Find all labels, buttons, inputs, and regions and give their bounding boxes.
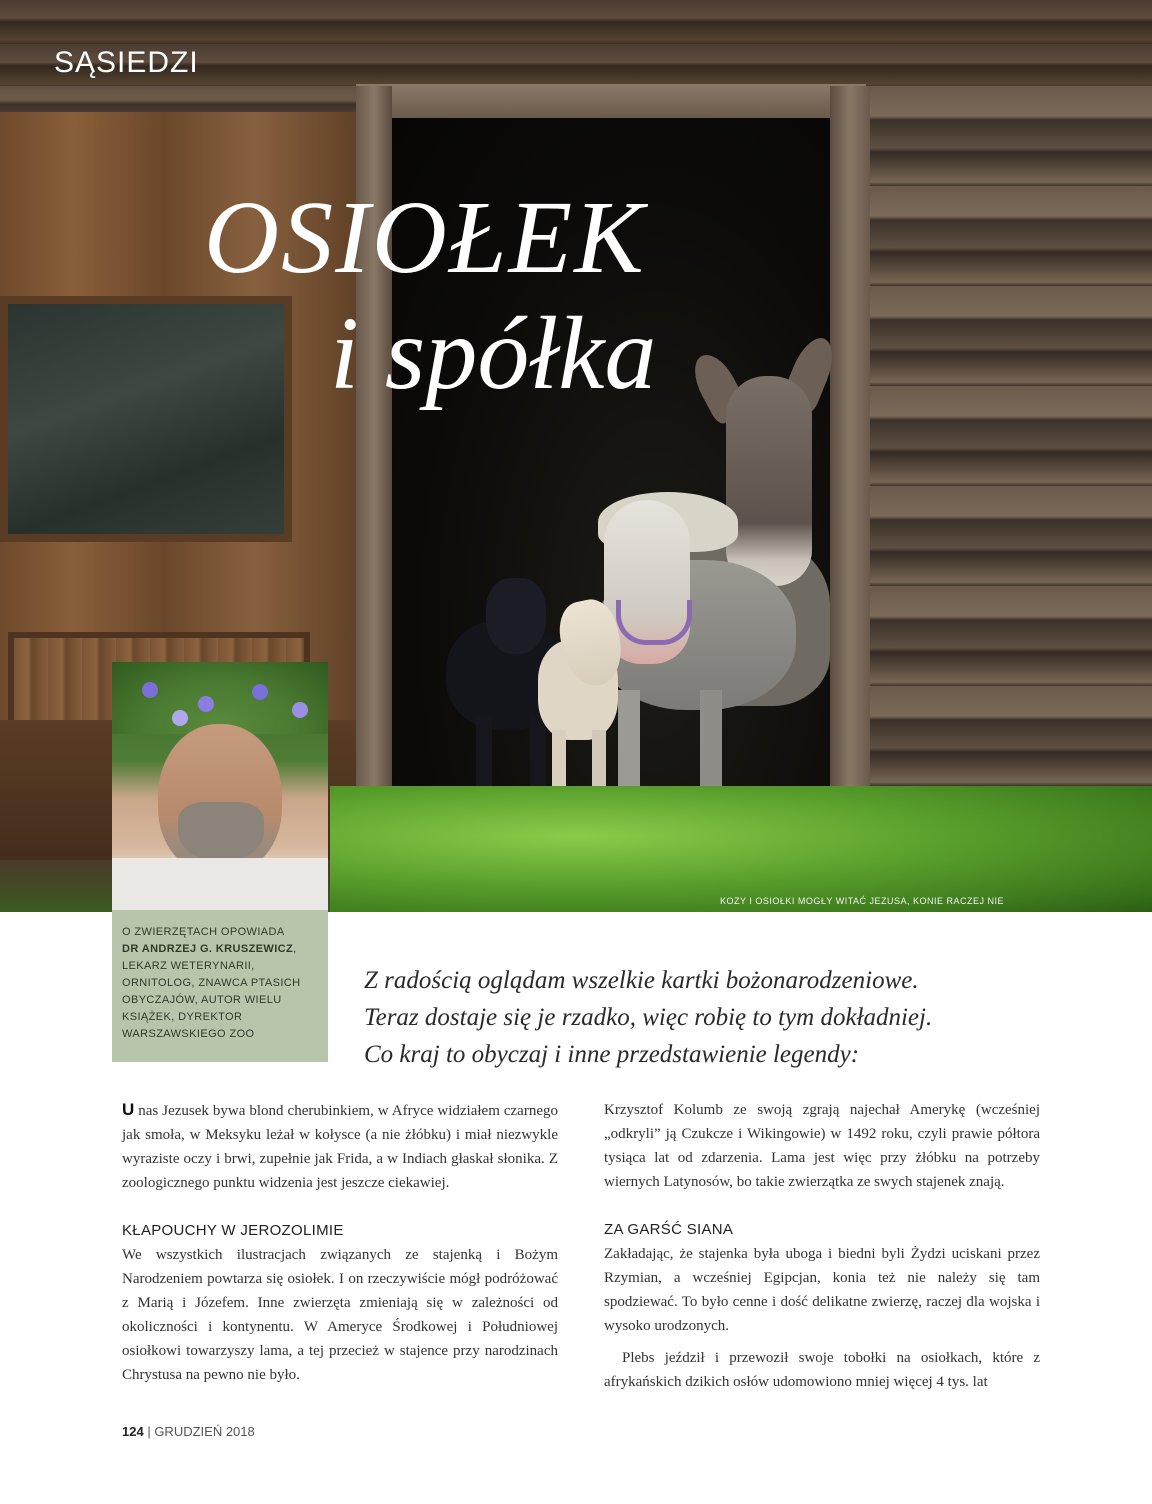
black-goat-head: [486, 578, 546, 654]
grass: [330, 786, 1152, 912]
author-beard: [178, 802, 264, 862]
article-lead: [364, 962, 1004, 1073]
paragraph: We wszystkich ilustracjach związanych ze stajenką i Bożym Narodzeniem powtarza się osiołek. I on rzeczywiście mógł podróżować z Marią i Józefem. Inne zwierzęta zmieniają się w zależności od okoliczności i kontynentu. W Ameryce Środkowej i Południowej osiołkowi towarzyszy lama, a tej przecież w stajence przy narodzinach Chrystusa na pewno nie było.: [122, 1247, 558, 1383]
subheading: KŁAPOUCHY W JEROZOLIMIE: [122, 1222, 344, 1239]
drop-cap: U: [122, 1100, 135, 1119]
author-photo: [112, 662, 328, 910]
author-info-box: [112, 910, 328, 1062]
doorframe-top: [356, 84, 866, 118]
flower-icon: [252, 684, 268, 700]
door-window: [0, 296, 292, 542]
page-footer: [122, 1424, 255, 1439]
flower-icon: [142, 682, 158, 698]
paragraph: Zakładając, że stajenka była uboga i biedni byli Żydzi uciskani przez Rzymian, a wcześniej Egipcjan, konia też nie należy się tam spodziewać. To było cenne i dość delikatne zwierzę, raczej dla wojska i wysoko urodzonych.: [604, 1246, 1040, 1334]
section-label: SĄSIEDZI: [54, 46, 199, 79]
lead-line: Teraz dostaje się je rzadko, więc robię to tym dokładniej.: [364, 1004, 933, 1031]
issue-date: GRUDZIEŃ 2018: [154, 1424, 255, 1439]
author-intro: O ZWIERZĘTACH OPOWIADA: [122, 926, 285, 938]
paragraph: U nas Jezusek bywa blond cherubinkiem, w Afryce widziałem czarnego jak smoła, w Meksyku leżał w kołysce (a nie żłóbku) i miał niezwykle wyraziste oczy i brwi, zupełnie jak Frida, a w Indiach głaskał słonika. Z zoologicznego punktu widzenia jest jeszcze ciekawiej.: [122, 1100, 558, 1191]
author-shirt: [112, 858, 328, 910]
pony-leg: [700, 690, 722, 796]
article-title-line2: i spółka: [330, 296, 657, 411]
subheading: ZA GARŚĆ SIANA: [604, 1221, 734, 1238]
body-column-right: [604, 1098, 1040, 1394]
pony-halter: [616, 600, 692, 645]
donkey-head: [726, 376, 812, 586]
article-title-line1: OSIOŁEK: [204, 180, 646, 295]
flower-icon: [198, 696, 214, 712]
flower-icon: [292, 702, 308, 718]
flower-icon: [172, 710, 188, 726]
photo-caption: KOZY I OSIOŁKI MOGŁY WITAĆ JEZUSA, KONIE RACZEJ NIE: [720, 896, 1005, 906]
page-number: 124: [122, 1424, 144, 1439]
paragraph: Krzysztof Kolumb ze swoją zgrają najechał Amerykę (wcześniej „odkryli” ją Czukcze i Wikingowie) w 1492 roku, czyli prawie półtora tysiąca lat od zdarzenia. Lama jest więc przy żłóbku na potrzeby wiernych Latynosów, bo takie zwierzątka ze swych stajenek znają.: [604, 1102, 1040, 1190]
pony-leg: [618, 690, 640, 796]
paragraph: Plebs jeździł i przewoził swoje tobołki na osiołkach, które z afrykańskich dzikich osłów udomowiono mniej więcej 4 tys. lat: [604, 1350, 1040, 1390]
author-bio: , LEKARZ WETERYNARII, ORNITOLOG, ZNAWCA PTASICH OBYCZAJÓW, AUTOR WIELU KSIĄŻEK, DYREKTOR WARSZAWSKIEGO ZOO: [122, 943, 301, 1040]
lead-line: Co kraj to obyczaj i inne przedstawienie legendy:: [364, 1041, 860, 1068]
footer-separator: |: [143, 1424, 155, 1439]
author-name: DR ANDRZEJ G. KRUSZEWICZ: [122, 943, 294, 955]
body-column-left: [122, 1098, 558, 1387]
lead-line: Z radością oglądam wszelkie kartki bożonarodzeniowe.: [364, 967, 919, 994]
